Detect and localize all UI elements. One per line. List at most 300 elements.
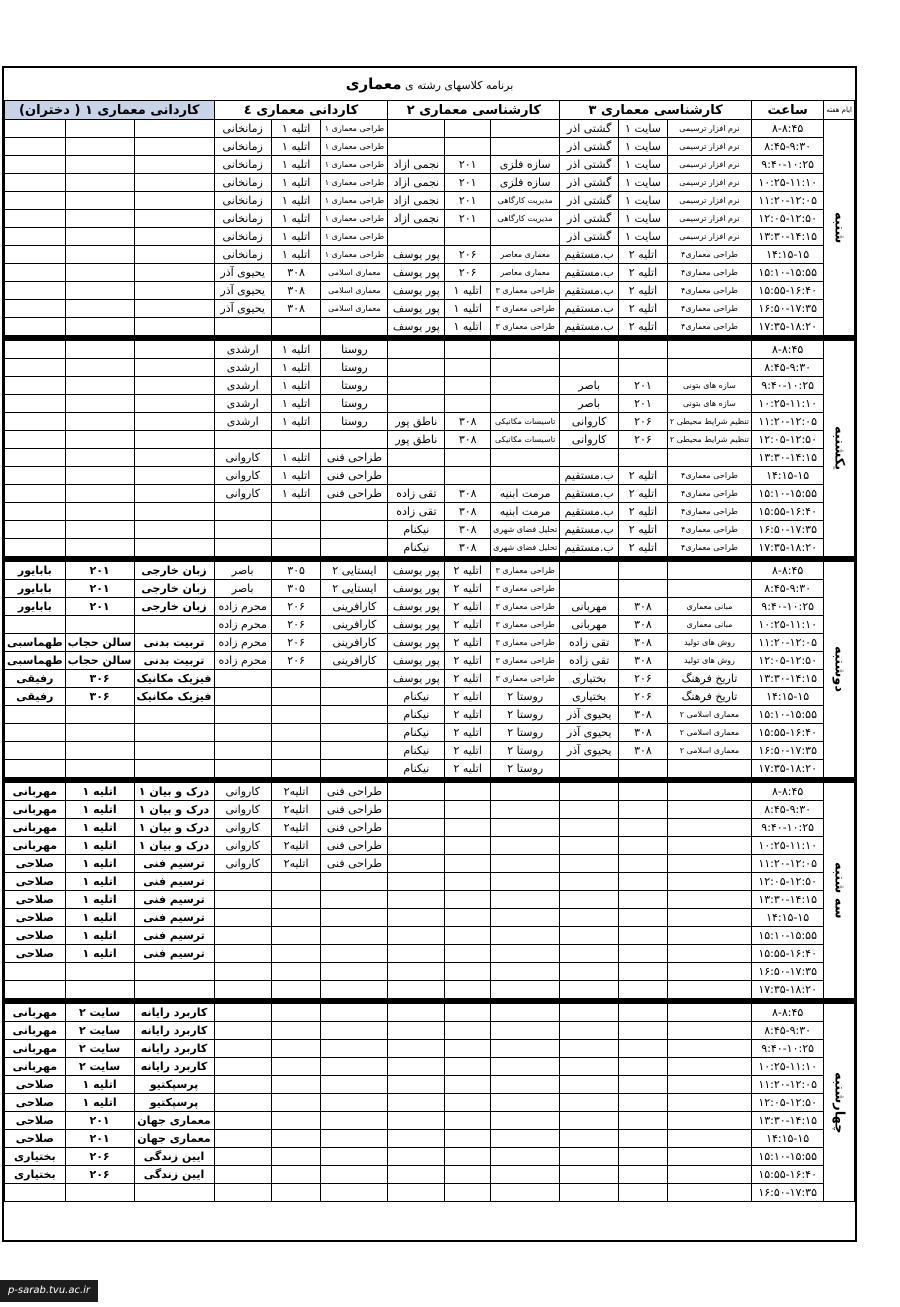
time-cell: ۹:۴۰-۱۰:۲۵ (752, 377, 824, 395)
schedule-row (5, 598, 855, 616)
room-cell (445, 927, 491, 945)
room-cell: سایت ۲ (65, 1058, 134, 1076)
instructor-cell: صلاحی (5, 891, 66, 909)
instructor-cell: تقی زاده (560, 652, 619, 670)
time-cell: ۸-۸:۴۵ (752, 783, 824, 801)
instructor-cell (560, 1148, 619, 1166)
room-cell (271, 521, 320, 539)
course-cell (667, 1094, 751, 1112)
course-cell: تاریخ فرهنگ (667, 688, 751, 706)
course-cell: روستا (321, 413, 388, 431)
time-cell: ۱۳:۳۰-۱۴:۱۵ (752, 891, 824, 909)
room-cell (271, 1112, 320, 1130)
room-cell (271, 1076, 320, 1094)
instructor-cell: پور یوسف (388, 264, 445, 282)
room-cell: سایت ۱ (619, 120, 668, 138)
time-cell: ۱۴:۱۵-۱۵ (752, 688, 824, 706)
room-cell (445, 1130, 491, 1148)
course-cell: روستا ۲ (491, 706, 560, 724)
room-cell (619, 1094, 668, 1112)
room-cell (619, 783, 668, 801)
time-cell: ۱۷:۳۵-۱۸:۲۰ (752, 539, 824, 557)
room-cell (65, 192, 134, 210)
schedule-row (5, 264, 855, 282)
course-cell (491, 945, 560, 963)
course-cell (491, 783, 560, 801)
course-cell: روستا (321, 341, 388, 359)
instructor-cell (388, 1076, 445, 1094)
room-cell: ۳۰۸ (445, 413, 491, 431)
footer-url: p-sarab.tvu.ac.ir (0, 1280, 98, 1302)
course-cell: زبان خارجی (134, 598, 214, 616)
room-cell (65, 359, 134, 377)
instructor-cell (214, 539, 271, 557)
room-cell (445, 819, 491, 837)
room-cell: اتلیه ۲ (445, 742, 491, 760)
room-cell: اتلیه ۲ (445, 634, 491, 652)
instructor-cell (388, 359, 445, 377)
room-cell (619, 891, 668, 909)
course-cell: ترسیم فنی (134, 855, 214, 873)
room-cell (445, 1184, 491, 1202)
room-cell (445, 1166, 491, 1184)
schedule-row (5, 210, 855, 228)
room-cell (445, 1022, 491, 1040)
schedule-row (5, 228, 855, 246)
time-cell: ۱۷:۳۵-۱۸:۲۰ (752, 318, 824, 336)
course-cell (667, 855, 751, 873)
room-cell (271, 724, 320, 742)
room-cell: اتلیه ۱ (271, 156, 320, 174)
instructor-cell: گشتی اذر (560, 192, 619, 210)
course-cell: طراحی معماری ۳ (491, 670, 560, 688)
course-cell (134, 156, 214, 174)
instructor-cell (214, 724, 271, 742)
instructor-cell: محرم زاده (214, 598, 271, 616)
header-row (5, 101, 855, 120)
room-cell (619, 1148, 668, 1166)
instructor-cell (560, 819, 619, 837)
instructor-cell: پور یوسف (388, 246, 445, 264)
room-cell: اتلیه ۱ (271, 377, 320, 395)
room-cell (445, 837, 491, 855)
course-cell: طراحی معماری ۱ (321, 192, 388, 210)
instructor-cell: زمانخانی (214, 228, 271, 246)
room-cell: ۲۰۱ (445, 192, 491, 210)
instructor-cell: صلاحی (5, 873, 66, 891)
instructor-cell (560, 580, 619, 598)
course-cell: طراحی فنی (321, 819, 388, 837)
instructor-cell (560, 873, 619, 891)
course-cell: کارافرینی (321, 598, 388, 616)
group-header-bsc-2: کارشناسی معماری ۲ (388, 101, 560, 120)
room-cell: سایت ۱ (619, 192, 668, 210)
course-cell (134, 359, 214, 377)
instructor-cell: کاروانی (214, 855, 271, 873)
room-cell (445, 138, 491, 156)
course-cell: طراحی فنی (321, 801, 388, 819)
instructor-cell: نیکنام (388, 760, 445, 778)
course-cell (134, 300, 214, 318)
instructor-cell: پور یوسف (388, 616, 445, 634)
instructor-cell (5, 616, 66, 634)
instructor-cell: گشتی اذر (560, 138, 619, 156)
instructor-cell (388, 1022, 445, 1040)
time-cell: ۸:۴۵-۹:۳۰ (752, 580, 824, 598)
instructor-cell (560, 1058, 619, 1076)
course-cell: روستا ۲ (491, 760, 560, 778)
course-cell (134, 724, 214, 742)
instructor-cell (388, 837, 445, 855)
room-cell: ۳۰۸ (445, 521, 491, 539)
room-cell: اتلیه ۲ (445, 652, 491, 670)
instructor-cell: زمانخانی (214, 210, 271, 228)
schedule-row (5, 945, 855, 963)
course-cell (667, 945, 751, 963)
course-cell (667, 819, 751, 837)
room-cell (271, 760, 320, 778)
room-cell: ۳۰۸ (271, 282, 320, 300)
time-cell: ۱۱:۲۰-۱۲:۰۵ (752, 855, 824, 873)
course-cell (134, 120, 214, 138)
schedule-row (5, 1004, 855, 1022)
instructor-cell (388, 1004, 445, 1022)
room-cell: ۳۰۸ (619, 616, 668, 634)
course-cell: روستا (321, 359, 388, 377)
room-cell (445, 1004, 491, 1022)
course-cell: نرم افزار ترسیمی (667, 156, 751, 174)
instructor-cell: یحیوی آذر (214, 300, 271, 318)
room-cell: اتلیه ۱ (271, 246, 320, 264)
room-cell: اتلیه ۱ (65, 891, 134, 909)
schedule-row (5, 1166, 855, 1184)
instructor-cell: مهربانی (5, 819, 66, 837)
schedule-row (5, 413, 855, 431)
instructor-cell (214, 1022, 271, 1040)
schedule-row (5, 539, 855, 557)
schedule-table (4, 100, 855, 1202)
course-cell: ایین زندگی (134, 1166, 214, 1184)
course-cell: روستا ۲ (491, 688, 560, 706)
room-cell (65, 467, 134, 485)
course-cell: ترسیم فنی (134, 909, 214, 927)
schedule-row (5, 837, 855, 855)
instructor-cell (214, 927, 271, 945)
room-cell: اتلیه ۱ (271, 485, 320, 503)
room-cell (65, 724, 134, 742)
time-cell: ۱۴:۱۵-۱۵ (752, 246, 824, 264)
room-cell: ۲۰۶ (445, 246, 491, 264)
room-cell: اتلیه ۱ (271, 413, 320, 431)
schedule-row (5, 282, 855, 300)
instructor-cell: نیکنام (388, 688, 445, 706)
instructor-cell: پور یوسف (388, 580, 445, 598)
instructor-cell (560, 341, 619, 359)
room-cell: اتلیه ۱ (271, 210, 320, 228)
schedule-row (5, 1022, 855, 1040)
schedule-row (5, 670, 855, 688)
room-cell: ۳۰۸ (445, 539, 491, 557)
room-cell: اتلیه ۱ (65, 1094, 134, 1112)
instructor-cell: گشتی اذر (560, 210, 619, 228)
room-cell (619, 1130, 668, 1148)
course-cell: سازه های بتونی (667, 377, 751, 395)
instructor-cell: ارشدی (214, 377, 271, 395)
course-cell: کاربرد رایانه (134, 1040, 214, 1058)
instructor-cell (214, 909, 271, 927)
schedule-row (5, 431, 855, 449)
course-cell: تاریخ فرهنگ (667, 670, 751, 688)
schedule-row (5, 395, 855, 413)
room-cell: اتلیه ۲ (445, 760, 491, 778)
course-cell (134, 449, 214, 467)
room-cell: اتلیه ۱ (65, 783, 134, 801)
time-cell: ۱۶:۵۰-۱۷:۳۵ (752, 1184, 824, 1202)
course-cell (667, 580, 751, 598)
instructor-cell: یحیوی آذر (560, 706, 619, 724)
time-cell: ۱۳:۳۰-۱۴:۱۵ (752, 228, 824, 246)
instructor-cell: زمانخانی (214, 246, 271, 264)
room-cell (445, 783, 491, 801)
room-cell: اتلیه ۱ (271, 138, 320, 156)
course-cell: ترسیم فنی (134, 873, 214, 891)
room-cell: اتلیه ۱ (65, 1076, 134, 1094)
instructor-cell (5, 503, 66, 521)
room-cell: ۲۰۶ (619, 670, 668, 688)
course-cell (321, 873, 388, 891)
time-cell: ۱۰:۲۵-۱۱:۱۰ (752, 837, 824, 855)
course-cell (667, 449, 751, 467)
course-cell: طراحی فنی (321, 783, 388, 801)
instructor-cell: کاروانی (214, 819, 271, 837)
instructor-cell (214, 760, 271, 778)
schedule-row (5, 855, 855, 873)
schedule-row (5, 873, 855, 891)
room-cell: ۲۰۶ (271, 616, 320, 634)
schedule-row (5, 927, 855, 945)
instructor-cell (5, 760, 66, 778)
course-cell: تاسیسات مکانیکی (491, 431, 560, 449)
room-cell (65, 449, 134, 467)
room-cell (445, 981, 491, 999)
instructor-cell (214, 318, 271, 336)
course-cell: طراحی معماری ۱ (321, 138, 388, 156)
course-cell (667, 1022, 751, 1040)
time-cell: ۱۵:۱۰-۱۵:۵۵ (752, 1148, 824, 1166)
course-cell (321, 1148, 388, 1166)
room-cell: ۲۰۱ (445, 210, 491, 228)
room-cell (619, 760, 668, 778)
instructor-cell: یحیوی آذر (214, 282, 271, 300)
room-cell (619, 981, 668, 999)
course-cell (491, 981, 560, 999)
room-cell: اتلیه ۱ (271, 359, 320, 377)
course-cell: طراحی معماری ۱ (321, 156, 388, 174)
course-cell (667, 963, 751, 981)
instructor-cell (5, 282, 66, 300)
room-cell (445, 1076, 491, 1094)
room-cell (445, 120, 491, 138)
instructor-cell (214, 1094, 271, 1112)
course-cell: پرسپکتیو (134, 1076, 214, 1094)
course-cell: طراحی معماری ۳ (491, 580, 560, 598)
instructor-cell: پور یوسف (388, 282, 445, 300)
schedule-row (5, 580, 855, 598)
course-cell: تحلیل فضای شهری (491, 521, 560, 539)
time-cell: ۱۵:۵۵-۱۶:۴۰ (752, 503, 824, 521)
schedule-row (5, 783, 855, 801)
schedule-row (5, 634, 855, 652)
course-cell (667, 1112, 751, 1130)
title-prefix: برنامه کلاسهای رشته ی (405, 79, 514, 92)
course-cell (667, 891, 751, 909)
course-cell (321, 1022, 388, 1040)
time-cell: ۸:۴۵-۹:۳۰ (752, 359, 824, 377)
room-cell: ۲۰۶ (445, 264, 491, 282)
room-cell (619, 945, 668, 963)
instructor-cell (5, 359, 66, 377)
room-cell: ۳۰۸ (271, 264, 320, 282)
course-cell: معماری اسلامی (321, 282, 388, 300)
room-cell: اتلیه ۱ (65, 837, 134, 855)
group-header-assoc-1-girls: کاردانی معماری ۱ ( دختران) (5, 101, 215, 120)
instructor-cell: ب.مستقیم (560, 246, 619, 264)
course-cell (491, 927, 560, 945)
instructor-cell: مهربانی (560, 616, 619, 634)
instructor-cell (560, 891, 619, 909)
course-cell (321, 706, 388, 724)
course-cell (321, 1094, 388, 1112)
instructor-cell (560, 1112, 619, 1130)
time-cell: ۱۴:۱۵-۱۵ (752, 467, 824, 485)
room-cell: اتلیه ۲ (619, 539, 668, 557)
course-cell (134, 210, 214, 228)
room-cell (271, 1004, 320, 1022)
room-cell: اتلیه۲ (271, 801, 320, 819)
instructor-cell (388, 819, 445, 837)
instructor-cell: مهربانی (5, 1022, 66, 1040)
schedule-row (5, 300, 855, 318)
course-cell (134, 760, 214, 778)
room-cell (65, 1184, 134, 1202)
room-cell: ۲۰۶ (619, 413, 668, 431)
instructor-cell (388, 120, 445, 138)
instructor-cell (388, 1184, 445, 1202)
time-cell: ۱۲:۰۵-۱۲:۵۰ (752, 873, 824, 891)
room-cell (619, 855, 668, 873)
time-cell: ۹:۴۰-۱۰:۲۵ (752, 156, 824, 174)
room-cell: اتلیه ۱ (271, 120, 320, 138)
course-cell: سازه فلزی (491, 156, 560, 174)
instructor-cell: مهربانی (5, 1040, 66, 1058)
course-cell (134, 521, 214, 539)
instructor-cell (5, 174, 66, 192)
room-cell: ۳۰۸ (619, 742, 668, 760)
instructor-cell (214, 1130, 271, 1148)
instructor-cell: صلاحی (5, 945, 66, 963)
instructor-cell: زمانخانی (214, 120, 271, 138)
course-cell (491, 891, 560, 909)
instructor-cell (214, 688, 271, 706)
course-cell (321, 539, 388, 557)
instructor-cell: کاروانی (560, 431, 619, 449)
room-cell (271, 1058, 320, 1076)
room-cell: سالن حجاب (65, 634, 134, 652)
time-cell: ۱۵:۱۰-۱۵:۵۵ (752, 927, 824, 945)
room-cell (65, 282, 134, 300)
course-cell: طراحی معماری۴ (667, 282, 751, 300)
room-cell (619, 873, 668, 891)
time-cell: ۱۶:۵۰-۱۷:۳۵ (752, 300, 824, 318)
room-cell: اتلیه ۲ (445, 598, 491, 616)
course-cell (321, 503, 388, 521)
room-cell (271, 1148, 320, 1166)
room-cell (271, 670, 320, 688)
time-cell: ۸-۸:۴۵ (752, 341, 824, 359)
course-cell (134, 1184, 214, 1202)
course-cell: نرم افزار ترسیمی (667, 192, 751, 210)
instructor-cell: مهربانی (5, 837, 66, 855)
room-cell (619, 562, 668, 580)
instructor-cell: رفیقی (5, 670, 66, 688)
course-cell: معماری جهان (134, 1112, 214, 1130)
room-cell (445, 377, 491, 395)
course-cell (667, 760, 751, 778)
course-cell: طراحی معماری ۱ (321, 210, 388, 228)
instructor-cell: کاروانی (214, 783, 271, 801)
room-cell (619, 1040, 668, 1058)
time-cell: ۱۶:۵۰-۱۷:۳۵ (752, 963, 824, 981)
course-cell: تنظیم شرایط محیطی ۲ (667, 431, 751, 449)
course-cell (321, 1130, 388, 1148)
room-cell (65, 503, 134, 521)
schedule-row (5, 891, 855, 909)
course-cell: تاسیسات مکانیکی (491, 413, 560, 431)
instructor-cell (560, 945, 619, 963)
course-cell (321, 1004, 388, 1022)
instructor-cell (560, 562, 619, 580)
instructor-cell: محرم زاده (214, 652, 271, 670)
instructor-cell: ارشدی (214, 395, 271, 413)
course-cell (134, 192, 214, 210)
instructor-cell (388, 1148, 445, 1166)
course-cell: طراحی معماری۴ (667, 539, 751, 557)
course-cell: کاربرد رایانه (134, 1022, 214, 1040)
course-cell (134, 431, 214, 449)
instructor-cell (214, 1040, 271, 1058)
instructor-cell (560, 1094, 619, 1112)
course-cell (667, 927, 751, 945)
room-cell: ۲۰۱ (619, 395, 668, 413)
room-cell (619, 801, 668, 819)
room-cell (445, 1112, 491, 1130)
room-cell: سالن حجاب (65, 652, 134, 670)
instructor-cell (5, 156, 66, 174)
schedule-row (5, 760, 855, 778)
room-cell: ۲۰۱ (65, 580, 134, 598)
course-cell (134, 742, 214, 760)
room-cell (445, 891, 491, 909)
course-cell: ایین زندگی (134, 1148, 214, 1166)
course-cell: طراحی معماری ۳ (491, 652, 560, 670)
room-cell (619, 359, 668, 377)
room-cell (65, 120, 134, 138)
time-cell: ۱۵:۵۵-۱۶:۴۰ (752, 945, 824, 963)
room-cell (65, 377, 134, 395)
course-cell: نرم افزار ترسیمی (667, 210, 751, 228)
instructor-cell: باصر (560, 377, 619, 395)
instructor-cell: صلاحی (5, 1112, 66, 1130)
